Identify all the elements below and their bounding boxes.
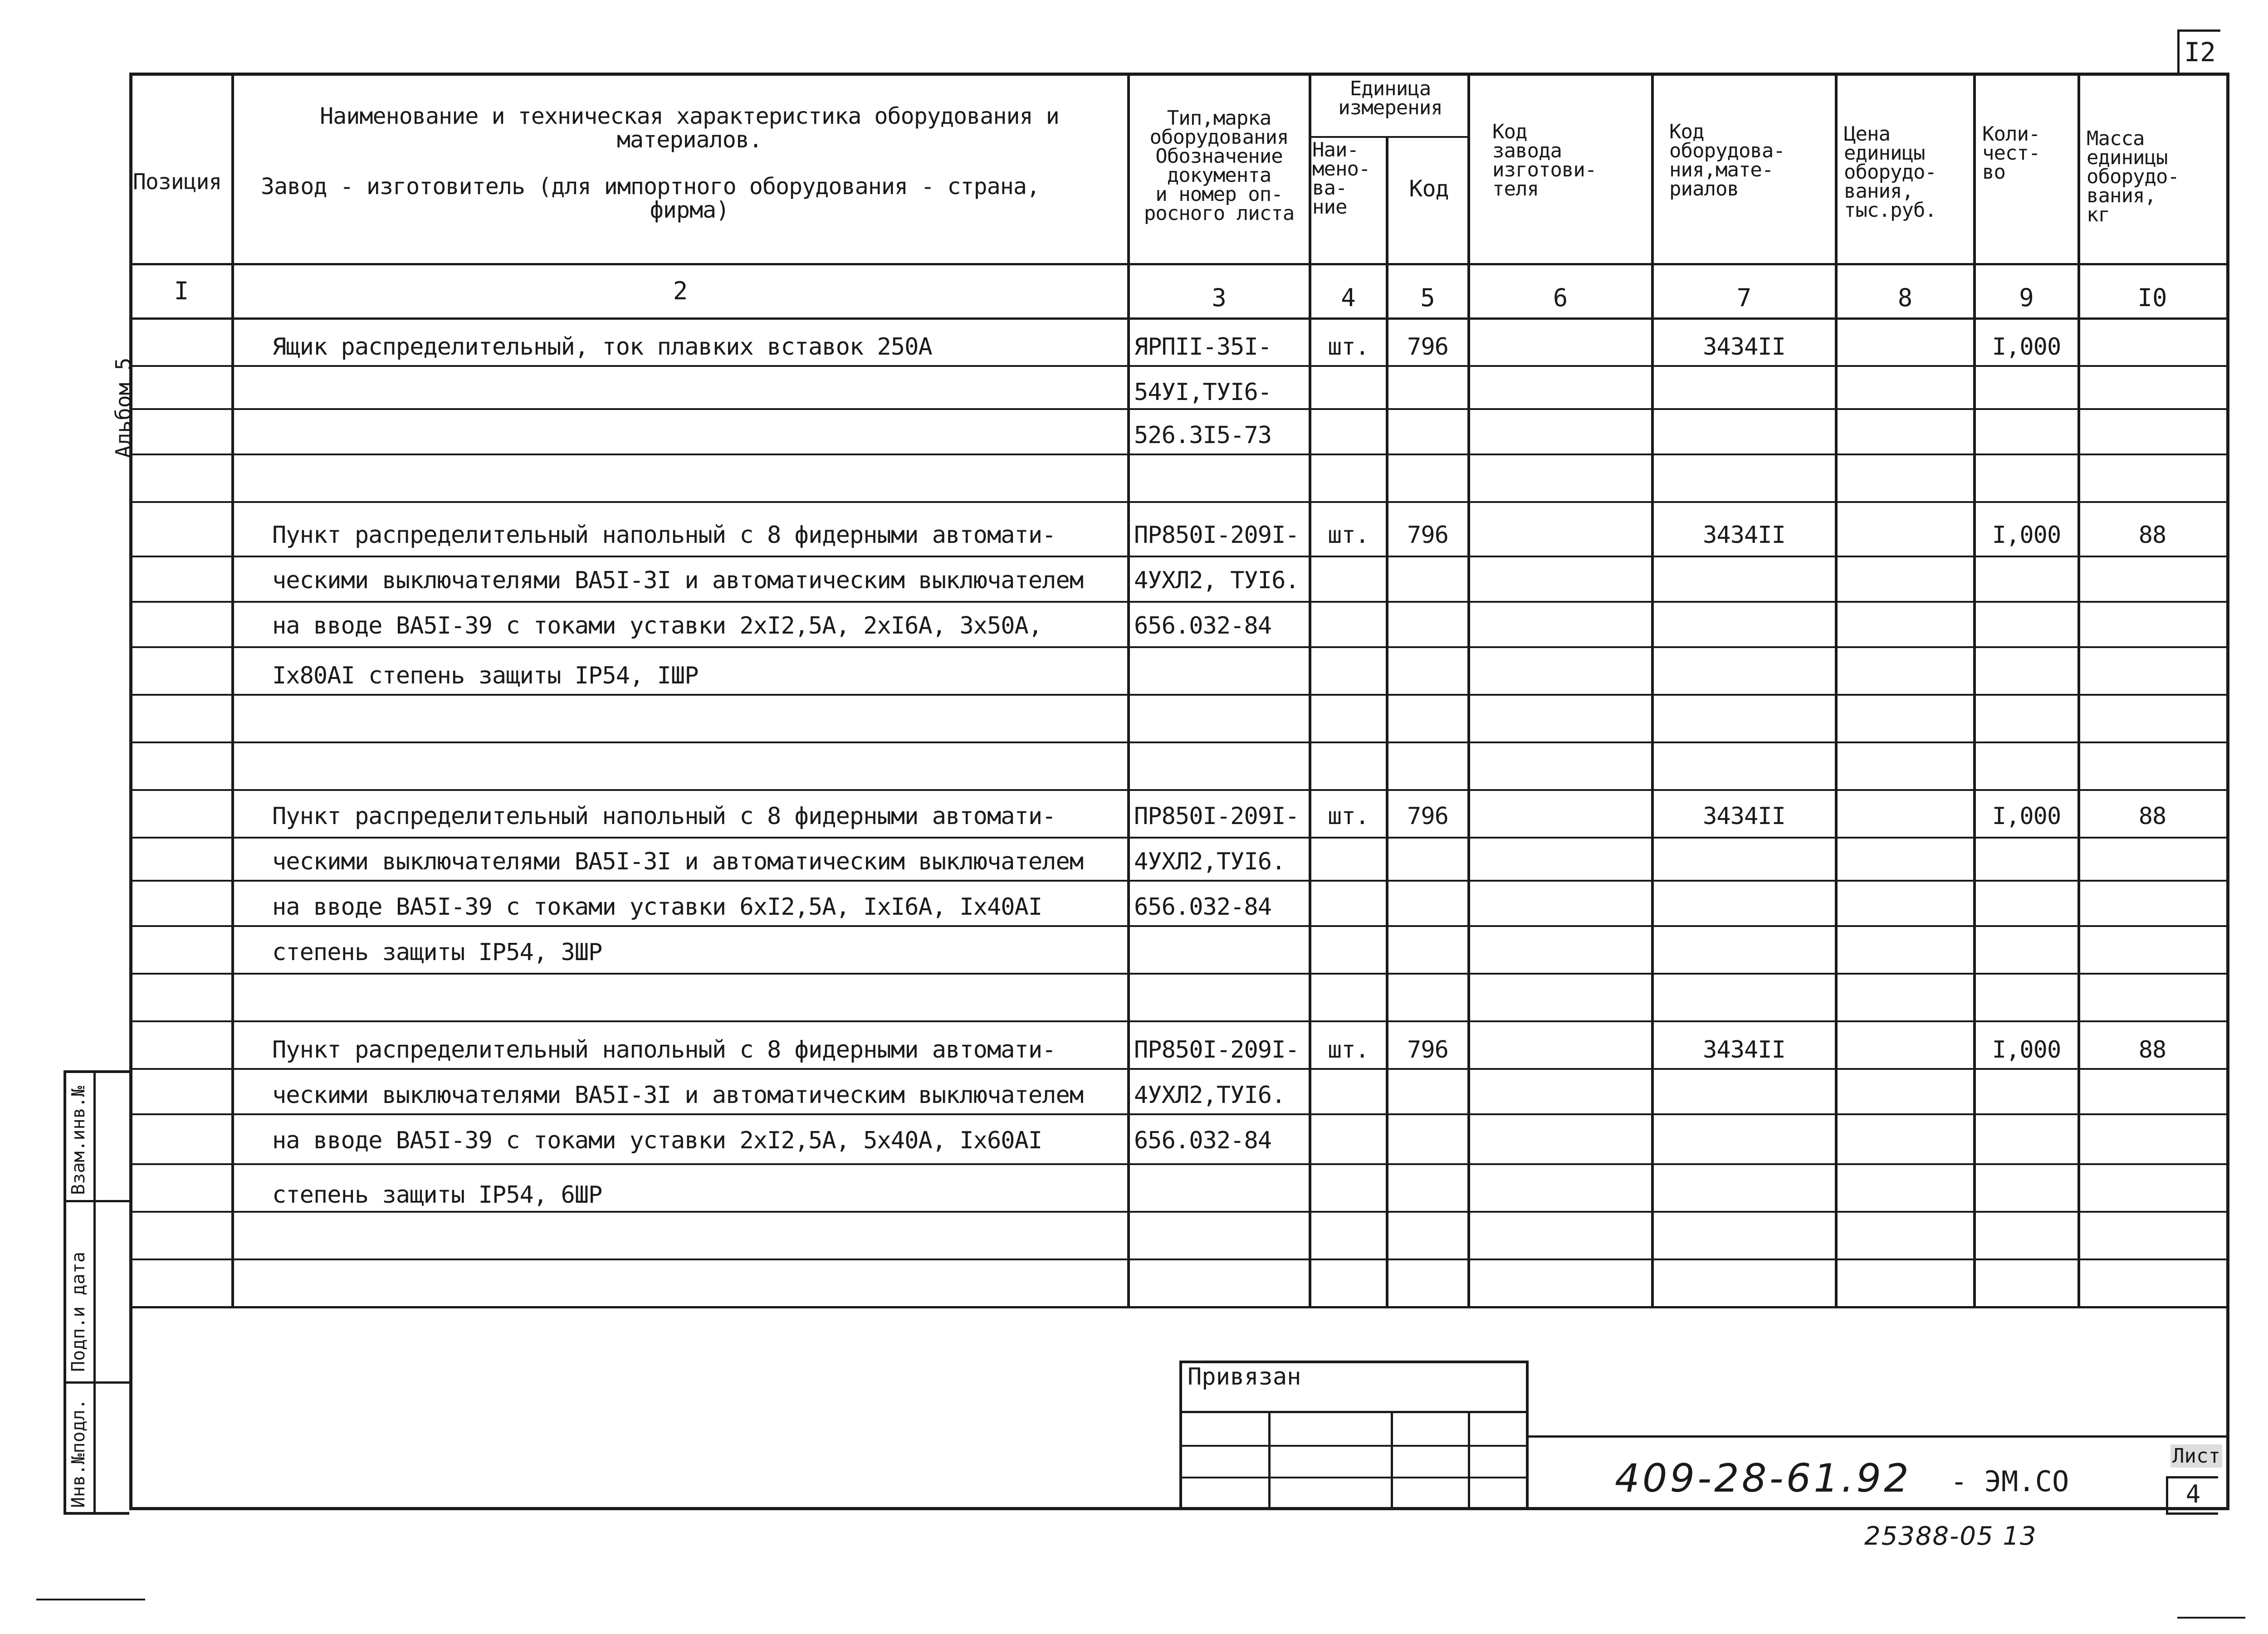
row-name: на вводе ВА5I-39 с токами уставки 2хI2,5А, 2хI6А, 3х50А, <box>272 612 1042 639</box>
row-line <box>129 837 2229 839</box>
row-name: Пункт распределительный напольный с 8 фидерными автомати- <box>272 1036 1056 1063</box>
row-equipment-code: 3434II <box>1703 1036 1785 1063</box>
row-line <box>129 741 2229 743</box>
row-equipment-code: 3434II <box>1703 333 1785 361</box>
row-line <box>129 1020 2229 1022</box>
col-number-1: I <box>174 277 189 305</box>
row-type: 526.3I5-73 <box>1134 422 1272 449</box>
header-factory-code: Код завода изготови- теля <box>1492 120 1597 200</box>
row-line <box>129 1068 2229 1070</box>
row-name: степень защиты IP54, 3ШР <box>272 939 602 966</box>
binding-stamp-label: Привязан <box>1188 1363 1301 1390</box>
header-quantity: Коли- чест- во <box>1982 122 2040 184</box>
row-equipment-code: 3434II <box>1703 803 1785 830</box>
row-name: степень защиты IP54, 6ШР <box>272 1181 602 1209</box>
header-price: Цена единицы оборудо- вания, тыс.руб. <box>1844 122 1936 222</box>
row-name: Пункт распределительный напольный с 8 фидерными автомати- <box>272 803 1056 830</box>
row-line <box>129 880 2229 882</box>
header-manufacturer: Завод - изготовитель (для импортного оборудования - страна, фирма) <box>261 173 1040 223</box>
row-name: на вводе ВА5I-39 с токами уставки 2хI2,5А, 5х40А, Iх60АI <box>272 1127 1042 1154</box>
col-divider-8 <box>1973 75 1976 1308</box>
sheet-number: I2 <box>2177 29 2220 73</box>
row-unit: шт. <box>1328 1036 1369 1063</box>
header-unit-code: Код <box>1409 176 1449 202</box>
row-equipment-code: 3434II <box>1703 522 1785 549</box>
header-bottom-line <box>129 263 2229 265</box>
row-name: Пункт распределительный напольный с 8 фидерными автомати- <box>272 522 1056 549</box>
sheet-label: Лист <box>2170 1444 2222 1468</box>
row-quantity: I,000 <box>1992 522 2061 549</box>
row-unit: шт. <box>1328 522 1369 549</box>
row-quantity: I,000 <box>1992 333 2061 361</box>
row-line <box>129 501 2229 503</box>
row-unit-code: 796 <box>1407 803 1448 830</box>
row-unit-code: 796 <box>1407 333 1448 361</box>
row-line <box>129 925 2229 927</box>
row-line <box>129 556 2229 557</box>
document-code: 409-28-61.92 <box>1615 1456 1911 1501</box>
row-type: 656.032-84 <box>1134 612 1272 639</box>
side-label-inv: Инв.№подл. <box>68 1399 89 1508</box>
col-number-6: 6 <box>1553 283 1568 312</box>
col-number-9: 9 <box>2019 283 2034 312</box>
row-line <box>129 646 2229 648</box>
side-label-replace: Взам.инв.№ <box>68 1086 89 1195</box>
row-line <box>129 694 2229 696</box>
row-type: 4УХЛ2, ТУI6. <box>1134 567 1299 594</box>
row-unit-code: 796 <box>1407 522 1448 549</box>
row-line <box>129 1163 2229 1165</box>
col-number-5: 5 <box>1420 283 1435 312</box>
col-divider-2 <box>1127 75 1130 1308</box>
row-unit: шт. <box>1328 333 1369 361</box>
archive-reference: 25388-05 13 <box>1864 1522 2037 1551</box>
row-unit-code: 796 <box>1407 1036 1448 1063</box>
header-position: Позиция <box>133 169 222 195</box>
row-line <box>129 1113 2229 1115</box>
side-label-sign: Подп.и дата <box>68 1252 89 1372</box>
col-divider-6 <box>1651 75 1654 1308</box>
row-line <box>129 973 2229 975</box>
row-name: на вводе ВА5I-39 с токами уставки 6хI2,5А, IхI6А, Iх40АI <box>272 893 1042 921</box>
binding-stamp <box>1179 1361 1529 1510</box>
row-line <box>129 408 2229 410</box>
row-name: ческими выключателями ВА5I-3I и автоматическим выключателем <box>272 567 1084 594</box>
title-block-top <box>1529 1435 2229 1438</box>
row-name: Ящик распределительный, ток плавких вставок 250А <box>272 333 932 361</box>
col-number-3: 3 <box>1212 283 1227 312</box>
document-suffix: - ЭМ.СО <box>1950 1465 2069 1498</box>
row-type: 4УХЛ2,ТУI6. <box>1134 848 1286 875</box>
row-mass: 88 <box>2138 1036 2166 1063</box>
col-number-10: I0 <box>2137 283 2167 312</box>
header-equipment-code: Код оборудова- ния,мате- риалов <box>1669 120 1785 200</box>
col-divider-9 <box>2077 75 2080 1308</box>
col-divider-1 <box>231 75 234 1308</box>
row-type: 656.032-84 <box>1134 893 1272 921</box>
row-mass: 88 <box>2138 522 2166 549</box>
header-unit-group: Единица измерения <box>1338 77 1442 119</box>
table-bottom-line <box>129 1306 2229 1308</box>
row-type: ПР850I-209I- <box>1134 803 1299 830</box>
row-line <box>129 365 2229 367</box>
col-number-8: 8 <box>1897 283 1913 312</box>
numbers-bottom-line <box>129 317 2229 320</box>
row-line <box>129 1211 2229 1213</box>
header-unit-name: Наи- мено- ва- ние <box>1312 138 1370 219</box>
row-quantity: I,000 <box>1992 803 2061 830</box>
row-name: Iх80АI степень защиты IP54, IШР <box>272 662 699 689</box>
col-number-2: 2 <box>673 277 688 305</box>
row-type: 4УХЛ2,ТУI6. <box>1134 1082 1286 1109</box>
header-name: Наименование и техническая характеристика оборудования и материалов. <box>320 103 1059 153</box>
col-number-7: 7 <box>1736 283 1752 312</box>
row-type: 54УI,ТУI6- <box>1134 379 1272 406</box>
row-type: ПР850I-209I- <box>1134 522 1299 549</box>
scan-edge-left <box>36 1599 145 1600</box>
col-divider-5 <box>1467 75 1470 1308</box>
col-divider-7 <box>1835 75 1838 1308</box>
album-label: Альбом 5 <box>111 357 136 458</box>
col-number-4: 4 <box>1341 283 1356 312</box>
scan-edge-right <box>2177 1617 2245 1619</box>
row-quantity: I,000 <box>1992 1036 2061 1063</box>
row-type: 656.032-84 <box>1134 1127 1272 1154</box>
row-name: ческими выключателями ВА5I-3I и автоматическим выключателем <box>272 1082 1084 1109</box>
col-divider-3 <box>1309 75 1311 1308</box>
row-line <box>129 789 2229 791</box>
row-type: ПР850I-209I- <box>1134 1036 1299 1063</box>
row-mass: 88 <box>2138 803 2166 830</box>
row-line <box>129 454 2229 455</box>
row-name: ческими выключателями ВА5I-3I и автоматическим выключателем <box>272 848 1084 875</box>
row-line <box>129 1258 2229 1260</box>
unit-group-divider <box>1309 136 1467 138</box>
row-line <box>129 601 2229 603</box>
row-type: ЯРПII-35I- <box>1134 333 1272 361</box>
page-number: 4 <box>2166 1476 2218 1515</box>
row-unit: шт. <box>1328 803 1369 830</box>
header-type: Тип,марка оборудования Обозначение документа и номер оп- росного листа <box>1144 107 1295 225</box>
header-mass: Масса единицы оборудо- вания, кг <box>2087 127 2179 226</box>
